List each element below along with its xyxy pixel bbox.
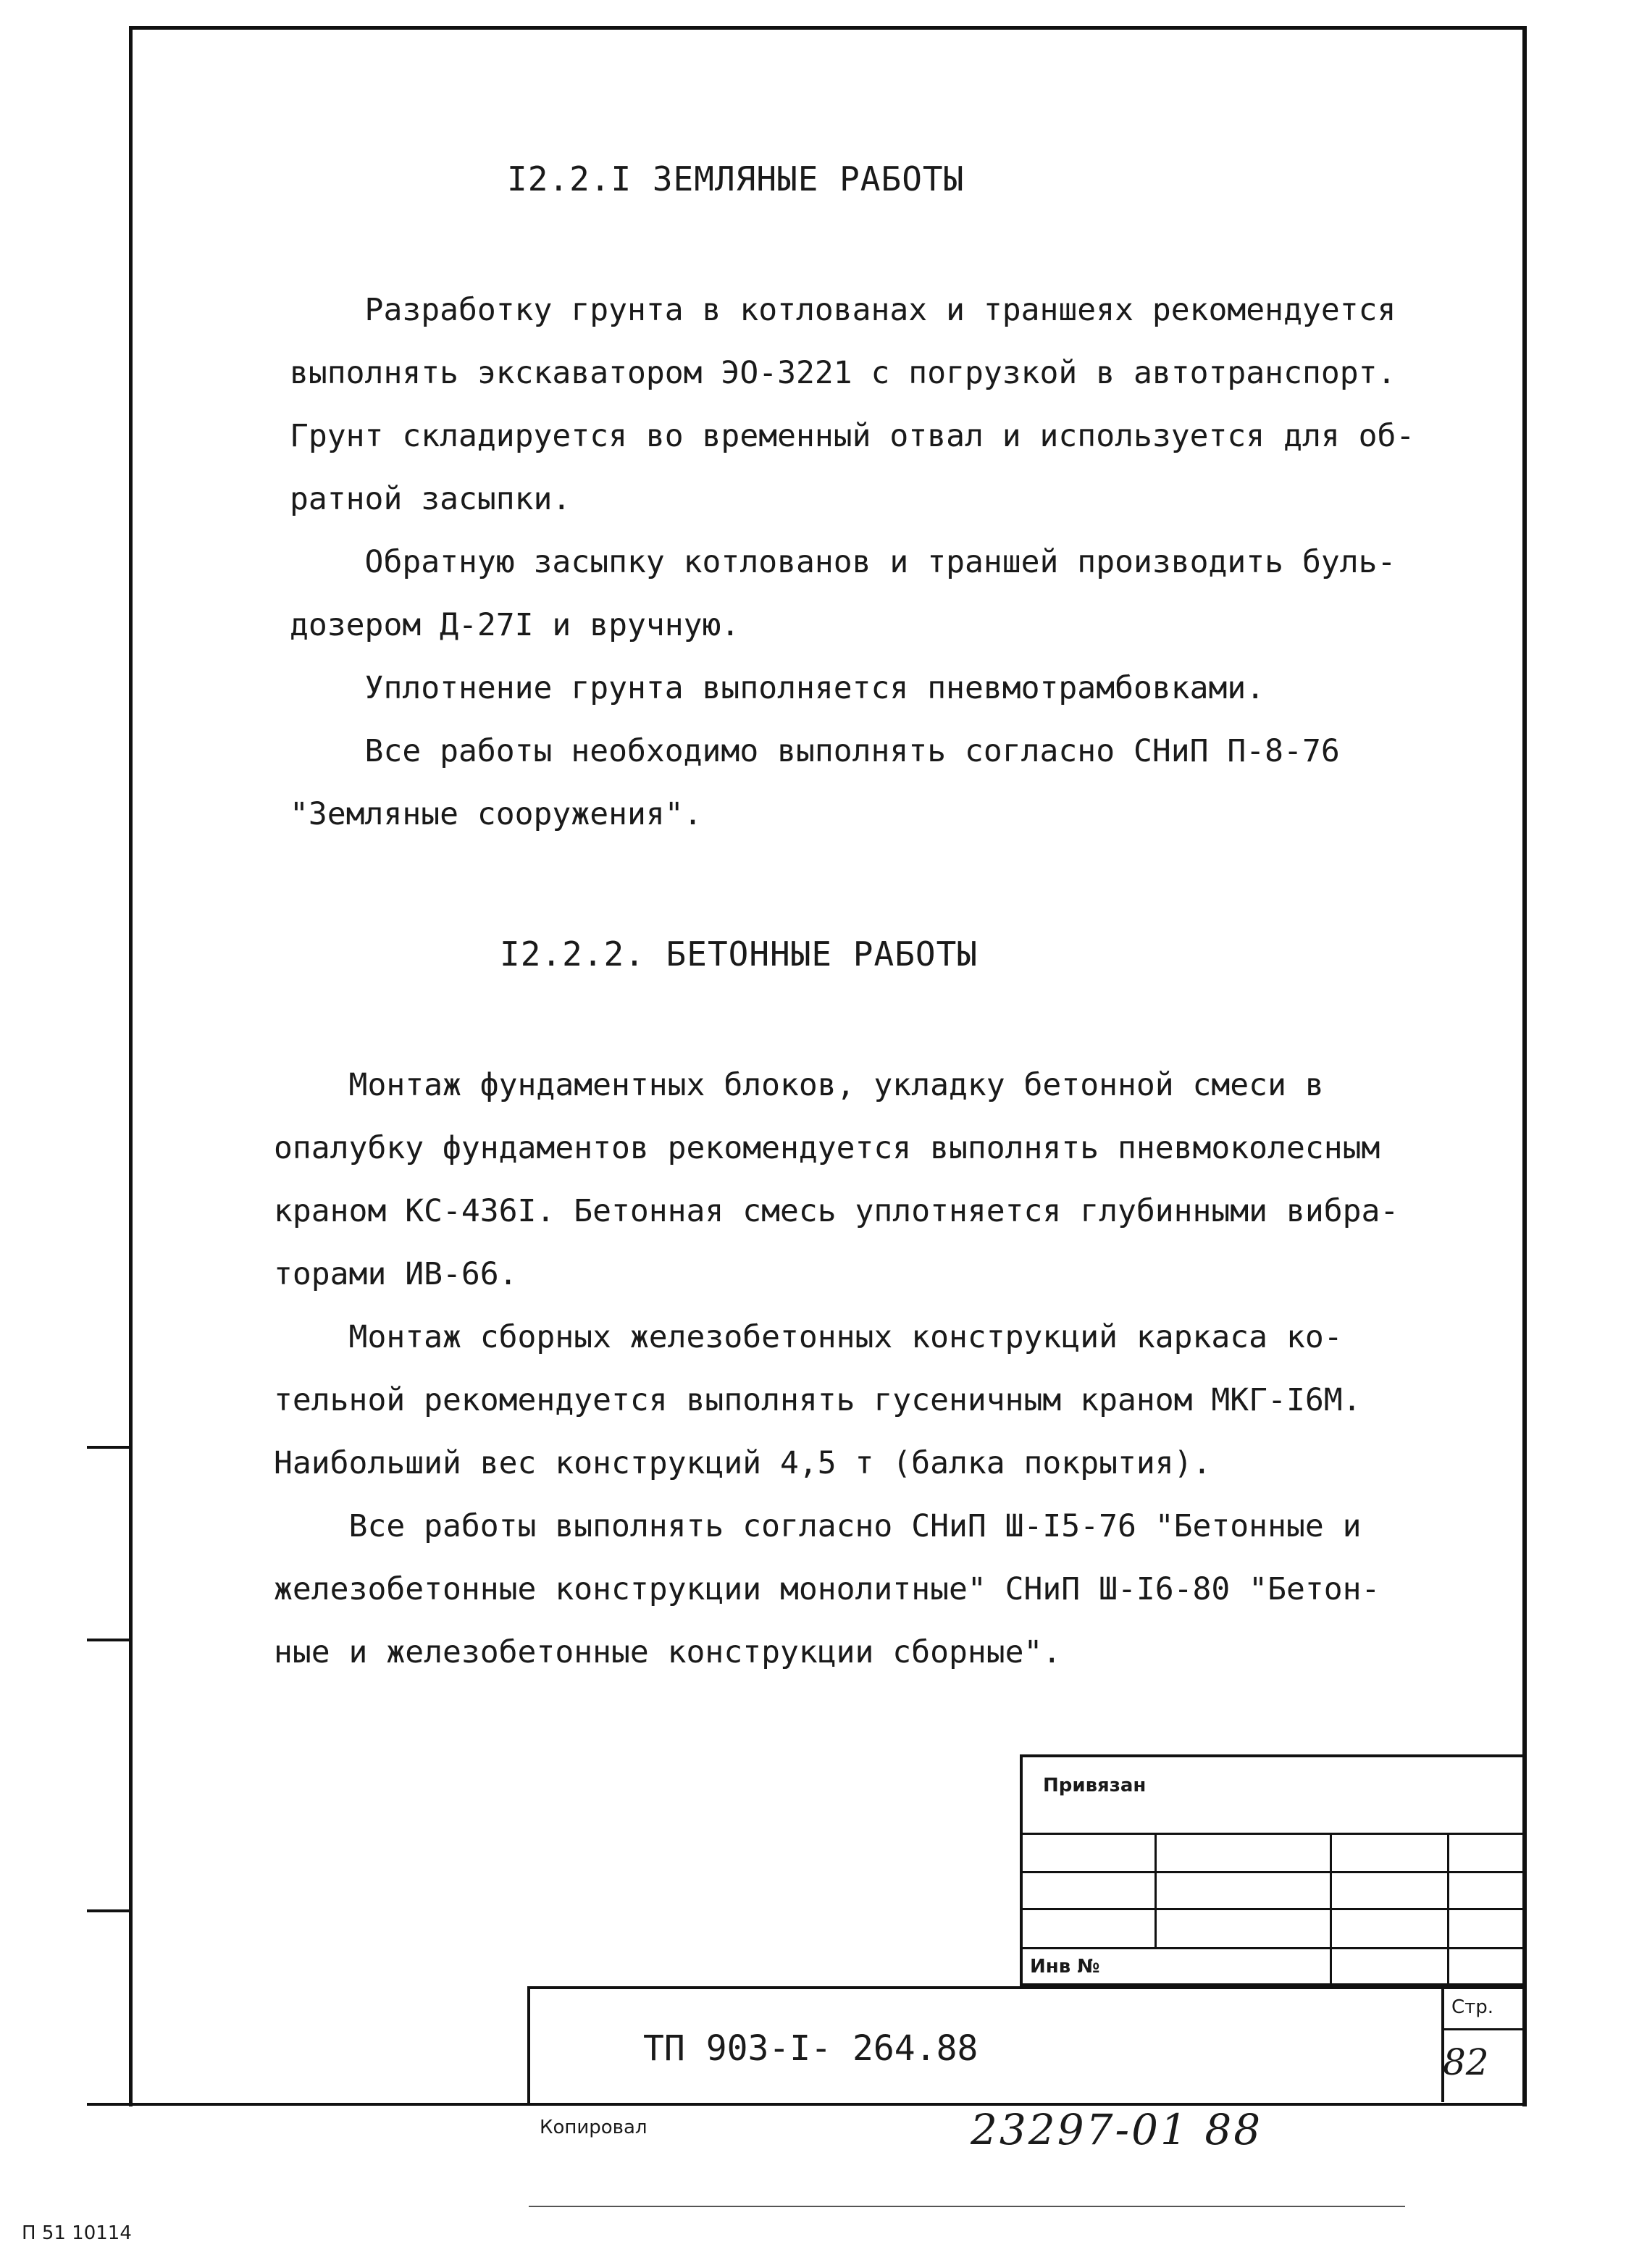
text-line: Уплотнение грунта выполняется пневмотрамбовками.: [290, 670, 1265, 706]
text-line: Обратную засыпку котлованов и траншей производить буль-: [290, 544, 1396, 580]
text-line: Все работы необходимо выполнять согласно СНиП П-8-76: [290, 733, 1340, 769]
stamp-grid-line: [1020, 1871, 1527, 1873]
stamp-grid-line: [1020, 1833, 1527, 1835]
text-line: Монтаж фундаментных блоков, укладку бетонной смеси в: [274, 1067, 1324, 1103]
margin-tick: [87, 1909, 132, 1912]
text-line: Разработку грунта в котлованах и траншеях рекомендуется: [290, 292, 1396, 328]
text-line: ратной засыпки.: [290, 481, 571, 517]
text-line: железобетонные конструкции монолитные" СНиП Ш-I6-80 "Бетон-: [274, 1571, 1380, 1607]
form-code: П 51 10114: [22, 2222, 132, 2244]
stamp-grid-line: [1020, 1947, 1527, 1949]
bottom-border: [87, 2103, 1527, 2106]
text-line: "Земляные сооружения".: [290, 796, 703, 832]
text-line: опалубку фундаментов рекомендуется выполнять пневмоколесным: [274, 1130, 1380, 1166]
text-line: Все работы выполнять согласно СНиП Ш-I5-76 "Бетонные и: [274, 1508, 1362, 1544]
section-1-heading: I2.2.I ЗЕМЛЯНЫЕ РАБОТЫ: [507, 159, 965, 198]
text-line: тельной рекомендуется выполнять гусеничным краном МКГ-I6М.: [274, 1382, 1362, 1418]
text-line: торами ИВ-66.: [274, 1256, 518, 1292]
stamp-grid-line: [1441, 2028, 1527, 2030]
text-line: ные и железобетонные конструкции сборные".: [274, 1634, 1062, 1670]
text-line: краном КС-436I. Бетонная смесь уплотняется глубинными вибра-: [274, 1193, 1399, 1229]
text-line: выполнять экскаватором ЭО-3221 с погрузкой в автотранспорт.: [290, 355, 1396, 391]
text-line: дозером Д-27I и вручную.: [290, 607, 740, 643]
margin-tick: [87, 1639, 132, 1641]
section-2-body: [274, 1054, 1399, 1684]
text-line: Наибольший вес конструкций 4,5 т (балка покрытия).: [274, 1445, 1212, 1481]
stamp-grid-line: [1447, 1833, 1449, 1986]
section-1-body: [290, 279, 1415, 846]
text-line: Грунт складируется во временный отвал и используется для об-: [290, 418, 1415, 454]
privyazan-label: Привязан: [1043, 1775, 1147, 1796]
document-code: ТП 903-I- 264.88: [643, 2028, 978, 2069]
section-2-heading: I2.2.2. БЕТОННЫЕ РАБОТЫ: [500, 934, 978, 974]
margin-tick: [87, 1446, 132, 1449]
handwritten-number: 23297-01 88: [971, 2105, 1263, 2154]
kopiroval-label: Копировал: [540, 2117, 648, 2138]
page-number: 82: [1443, 2041, 1489, 2083]
inv-number-label: Инв №: [1030, 1956, 1100, 1978]
page-label: Стр.: [1451, 1996, 1494, 2018]
stamp-grid-line: [1020, 1908, 1527, 1910]
text-line: Монтаж сборных железобетонных конструкций каркаса ко-: [274, 1319, 1343, 1355]
stamp-grid-line: [1154, 1833, 1157, 1947]
footer-rule: [529, 2206, 1405, 2207]
stamp-grid-line: [1330, 1833, 1332, 1986]
